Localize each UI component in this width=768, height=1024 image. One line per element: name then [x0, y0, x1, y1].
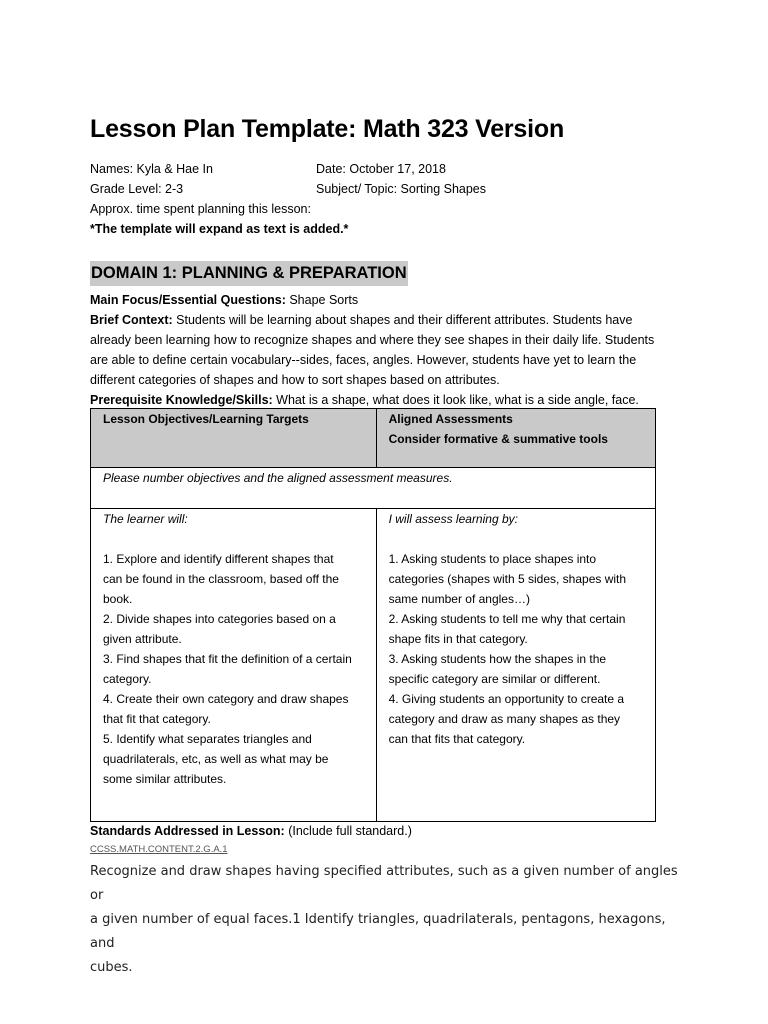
- standard-text-line: cubes.: [90, 960, 133, 975]
- names-row: [90, 162, 446, 176]
- assessment-line: shape fits in that category.: [388, 632, 528, 646]
- objective-line: can be found in the classroom, based off the: [103, 572, 339, 586]
- planning-context: [90, 290, 670, 410]
- objective-line: that fit that category.: [103, 712, 211, 726]
- prerequisite-line: [90, 390, 670, 410]
- table-note: Please number objectives and the aligned assessment measures.: [91, 468, 656, 509]
- assessment-line: 3. Asking students how the shapes in the: [388, 652, 607, 666]
- prerequisite-value: What is a shape, what does it look like, what is a side angle, face.: [272, 393, 639, 407]
- objective-line: given attribute.: [103, 632, 182, 646]
- domain-heading: DOMAIN 1: PLANNING & PREPARATION: [90, 261, 408, 286]
- standard-code-link[interactable]: CCSS.MATH.CONTENT.2.G.A.1: [90, 844, 228, 855]
- document-title: Lesson Plan Template: Math 323 Version: [90, 115, 565, 143]
- planning-time-field: Approx. time spent planning this lesson:: [90, 202, 311, 216]
- table-note-row: [91, 468, 656, 509]
- grade-row: [90, 182, 487, 196]
- assessments-header-label: Aligned Assessments: [388, 412, 513, 426]
- brief-context-label: Brief Context:: [90, 313, 173, 327]
- objective-line: book.: [103, 592, 133, 606]
- brief-context-line: are able to define certain vocabulary--sides, faces, angles. However, students have yet to learn the: [90, 353, 637, 367]
- objective-line: quadrilaterals, etc, as well as what may be: [103, 752, 329, 766]
- objectives-cell: [91, 509, 377, 822]
- standards-section: [90, 822, 690, 980]
- objectives-list: [103, 549, 364, 789]
- assessments-lead: I will assess learning by:: [388, 512, 518, 526]
- objective-line: 2. Divide shapes into categories based on a: [103, 612, 336, 626]
- assessment-line: 1. Asking students to place shapes into: [388, 552, 597, 566]
- assessment-line: 2. Asking students to tell me why that certain: [388, 612, 626, 626]
- objectives-table: [90, 408, 656, 822]
- date-field: Date: October 17, 2018: [316, 162, 446, 176]
- assessment-line: categories (shapes with 5 sides, shapes with: [388, 572, 627, 586]
- prerequisite-label: Prerequisite Knowledge/Skills:: [90, 393, 273, 407]
- main-focus-line: [90, 290, 670, 310]
- standards-label: Standards Addressed in Lesson:: [90, 824, 285, 838]
- names-field: Names: Kyla & Hae In: [90, 162, 213, 176]
- standard-text-line: Recognize and draw shapes having specified attributes, such as a given number of angles or: [90, 864, 678, 903]
- brief-context-line: different categories of shapes and how to sort shapes based on attributes.: [90, 373, 500, 387]
- standards-hint: (Include full standard.): [284, 824, 412, 838]
- objective-line: 3. Find shapes that fit the definition of a certain: [103, 652, 352, 666]
- main-focus-value: Shape Sorts: [285, 293, 359, 307]
- main-focus-label: Main Focus/Essential Questions:: [90, 293, 286, 307]
- standards-heading: [90, 822, 690, 840]
- table-header-row: [91, 409, 656, 468]
- assessment-line: 4. Giving students an opportunity to create a: [388, 692, 625, 706]
- objective-line: 4. Create their own category and draw shapes: [103, 692, 349, 706]
- assessments-header: [376, 409, 655, 468]
- objective-line: category.: [103, 672, 152, 686]
- standard-text-line: a given number of equal faces.1 Identify triangles, quadrilaterals, pentagons, hexagons, and: [90, 912, 666, 951]
- brief-context-text: Students will be learning about shapes and their different attributes. Students have: [172, 313, 633, 327]
- standard-text: [90, 860, 690, 980]
- subject-topic-field: Subject/ Topic: Sorting Shapes: [316, 182, 487, 196]
- objectives-header: [91, 409, 377, 468]
- brief-context-line: already been learning how to recognize shapes and where they see shapes in their daily life. Students: [90, 333, 655, 347]
- assessment-line: category and draw as many shapes as they: [388, 712, 621, 726]
- objectives-header-label: Lesson Objectives/Learning Targets: [103, 412, 309, 426]
- assessments-header-sublabel: Consider formative & summative tools: [388, 432, 608, 446]
- assessments-list: [389, 549, 643, 749]
- grade-level-field: Grade Level: 2-3: [90, 182, 184, 196]
- objectives-lead: The learner will:: [103, 512, 188, 526]
- objective-line: 5. Identify what separates triangles and: [103, 732, 312, 746]
- assessment-line: same number of angles…): [388, 592, 530, 606]
- template-expand-note: *The template will expand as text is added.*: [90, 222, 349, 236]
- table-body-row: [91, 509, 656, 822]
- objective-line: some similar attributes.: [103, 772, 227, 786]
- assessments-cell: [376, 509, 655, 822]
- assessment-line: specific category are similar or different.: [388, 672, 601, 686]
- assessment-line: can that fits that category.: [388, 732, 526, 746]
- objective-line: 1. Explore and identify different shapes that: [103, 552, 334, 566]
- brief-context-line: [90, 310, 670, 330]
